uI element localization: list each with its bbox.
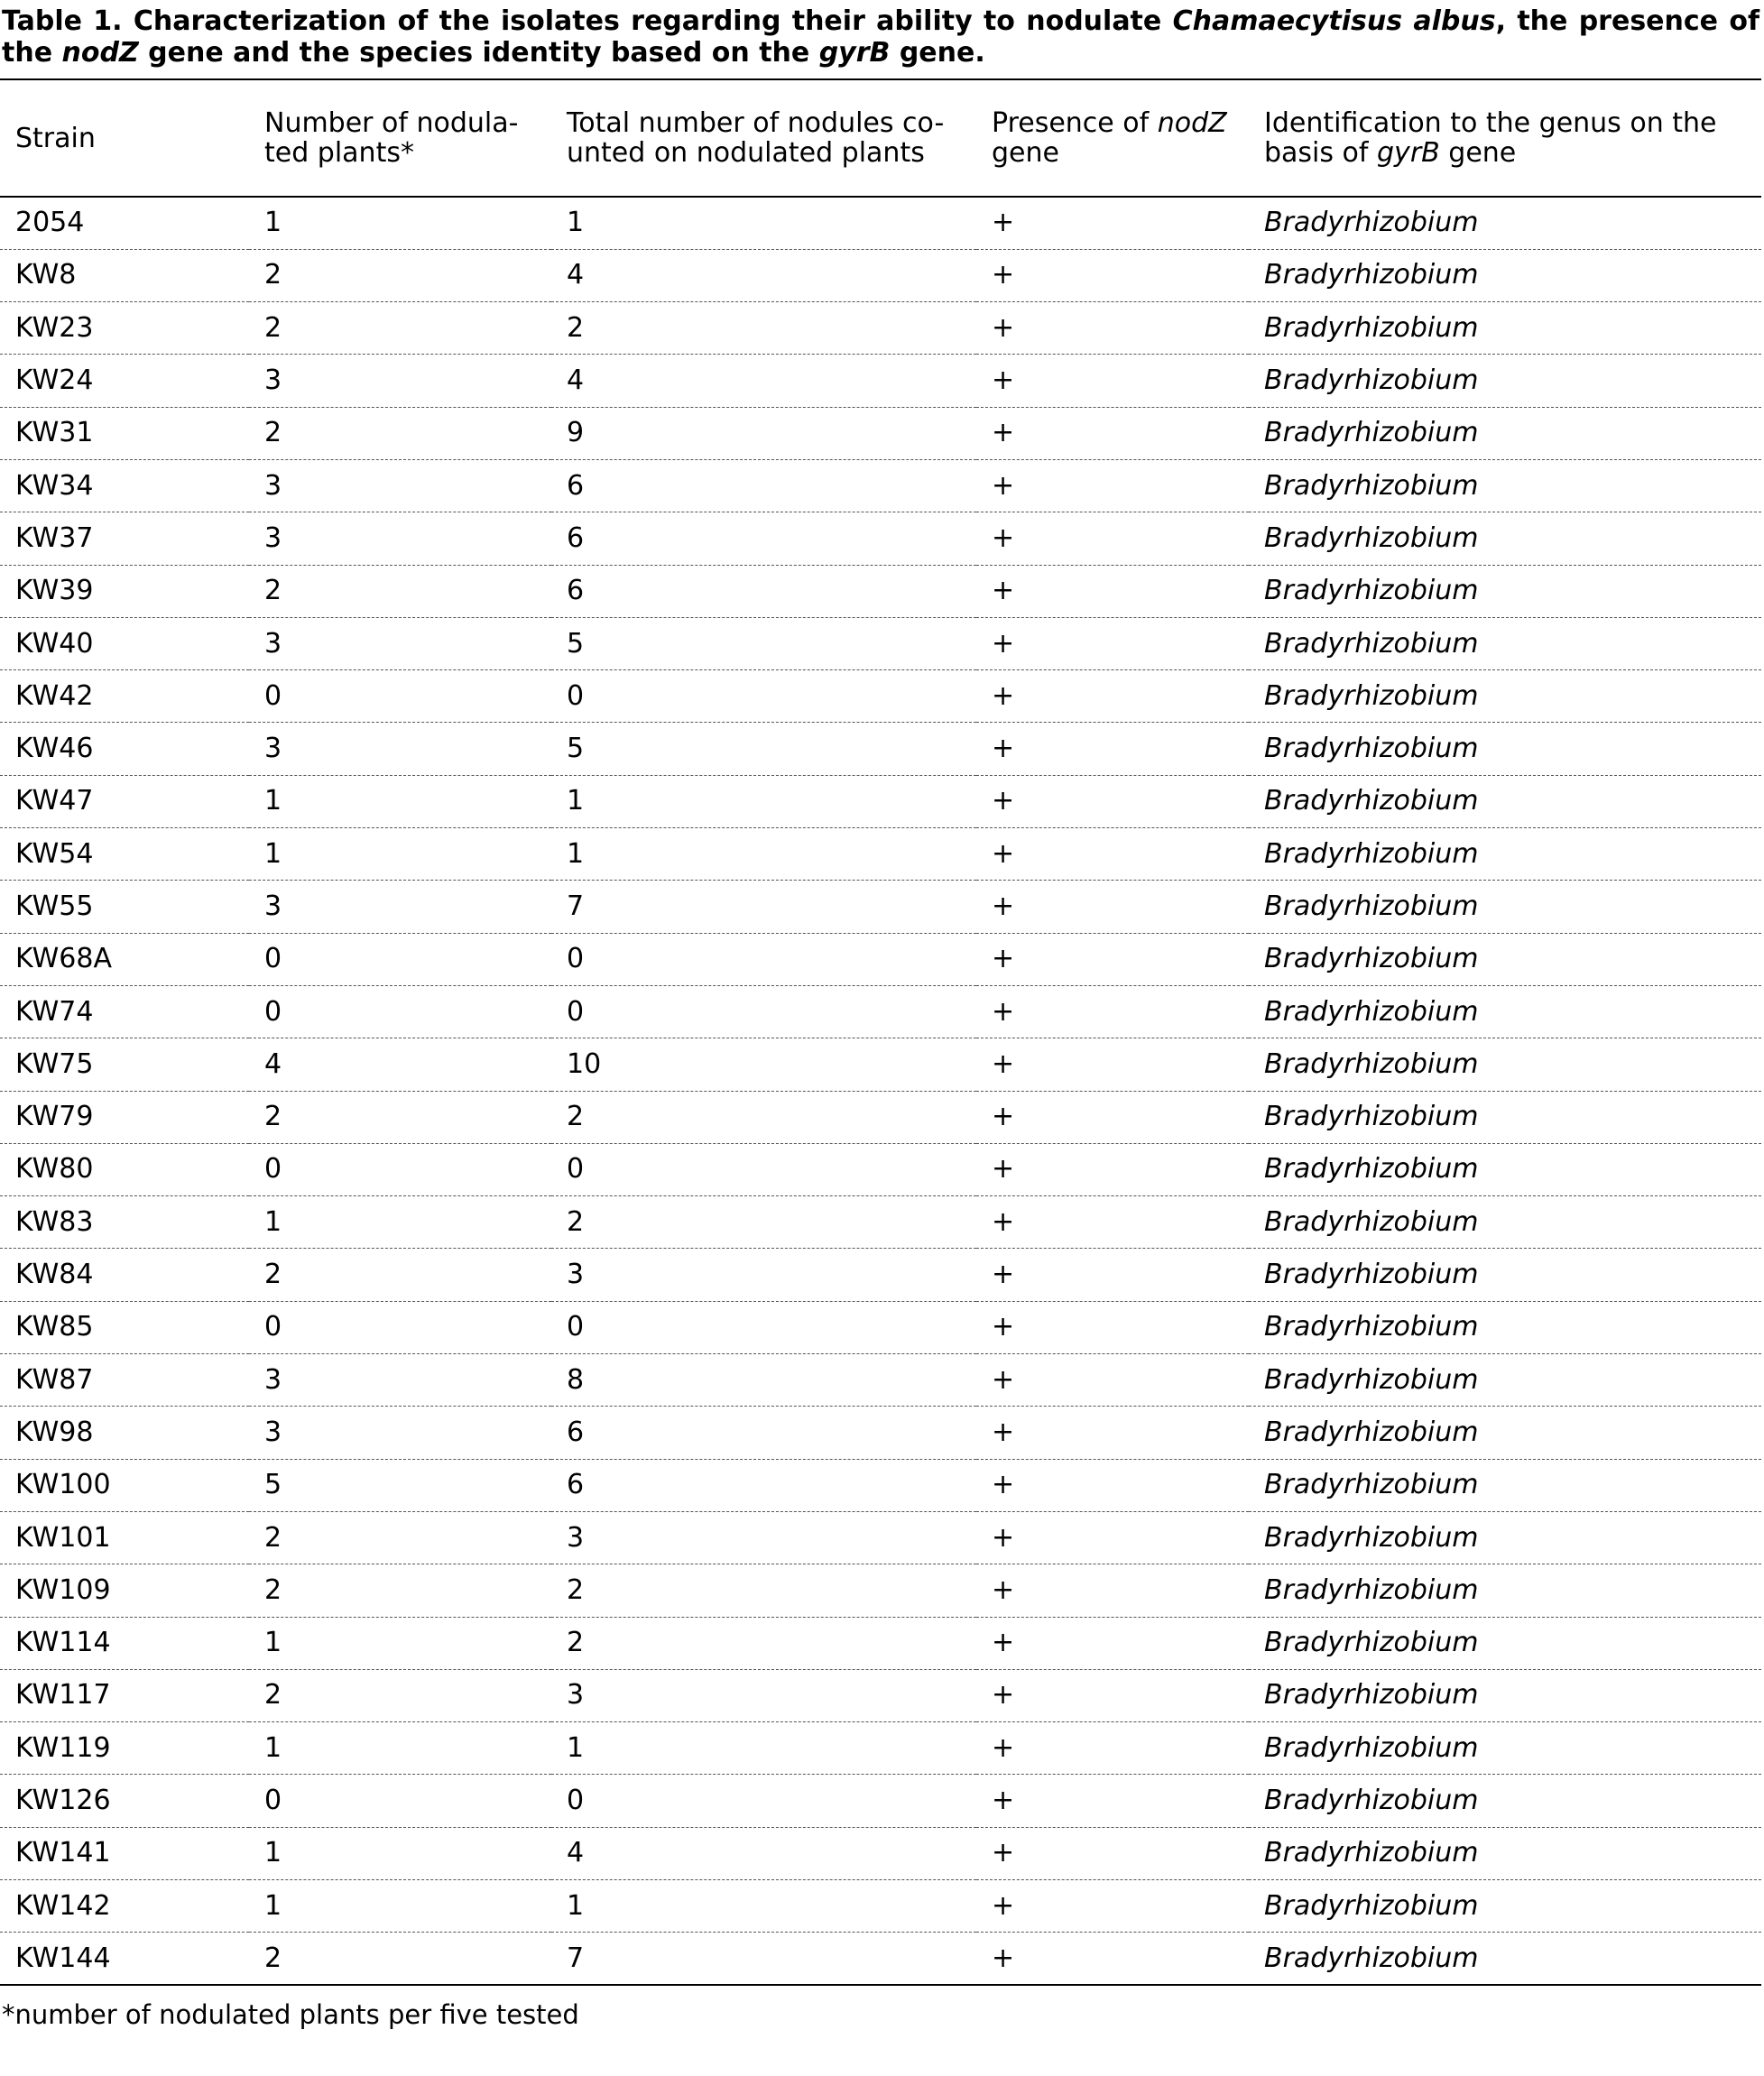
- cell-genus: Bradyrhizobium: [1249, 1880, 1761, 1933]
- table-row: [0, 249, 1761, 301]
- cell-total-nodules: 0: [551, 1301, 976, 1353]
- cell-genus: Bradyrhizobium: [1249, 1564, 1761, 1617]
- cell-genus: Bradyrhizobium: [1249, 1722, 1761, 1775]
- cell-strain: KW31: [0, 407, 249, 459]
- cell-strain: KW34: [0, 459, 249, 512]
- table-row: [0, 1196, 1761, 1249]
- table-row: [0, 1564, 1761, 1617]
- cell-nodulated-plants: 5: [249, 1459, 551, 1511]
- cell-total-nodules: 9: [551, 407, 976, 459]
- cell-strain: KW83: [0, 1196, 249, 1249]
- table-caption: [2, 5, 1759, 69]
- cell-nodulated-plants: 3: [249, 881, 551, 933]
- cell-genus: Bradyrhizobium: [1249, 459, 1761, 512]
- caption-text: gene.: [890, 37, 985, 69]
- cell-genus: Bradyrhizobium: [1249, 565, 1761, 617]
- table-row: [0, 1091, 1761, 1143]
- cell-strain: KW8: [0, 249, 249, 301]
- cell-genus: Bradyrhizobium: [1249, 670, 1761, 723]
- cell-strain: KW101: [0, 1511, 249, 1564]
- table-row: [0, 197, 1761, 249]
- cell-total-nodules: 2: [551, 1617, 976, 1669]
- cell-nodz-presence: +: [976, 1038, 1249, 1091]
- cell-strain: KW117: [0, 1669, 249, 1721]
- cell-total-nodules: 0: [551, 1143, 976, 1195]
- cell-strain: KW79: [0, 1091, 249, 1143]
- cell-genus: Bradyrhizobium: [1249, 512, 1761, 565]
- cell-genus: Bradyrhizobium: [1249, 1511, 1761, 1564]
- caption-species: Chamaecytisus albus: [1172, 5, 1496, 37]
- cell-total-nodules: 1: [551, 1722, 976, 1775]
- cell-total-nodules: 6: [551, 459, 976, 512]
- cell-nodz-presence: +: [976, 1564, 1249, 1617]
- cell-strain: KW39: [0, 565, 249, 617]
- cell-nodulated-plants: 1: [249, 828, 551, 881]
- cell-nodulated-plants: 1: [249, 197, 551, 249]
- cell-strain: KW55: [0, 881, 249, 933]
- cell-nodz-presence: +: [976, 1933, 1249, 1985]
- table-row: [0, 355, 1761, 407]
- cell-nodz-presence: +: [976, 1354, 1249, 1407]
- cell-nodz-presence: +: [976, 1249, 1249, 1301]
- header-nodz-presence: Presence of nodZ gene: [976, 79, 1249, 197]
- cell-nodulated-plants: 1: [249, 1196, 551, 1249]
- isolates-table: [0, 78, 1761, 1986]
- cell-strain: KW119: [0, 1722, 249, 1775]
- cell-nodz-presence: +: [976, 302, 1249, 355]
- cell-nodz-presence: +: [976, 775, 1249, 827]
- cell-nodulated-plants: 2: [249, 565, 551, 617]
- cell-nodz-presence: +: [976, 1775, 1249, 1827]
- cell-nodz-presence: +: [976, 197, 1249, 249]
- table-row: [0, 670, 1761, 723]
- cell-nodz-presence: +: [976, 617, 1249, 669]
- cell-nodz-presence: +: [976, 1880, 1249, 1933]
- table-row: [0, 1249, 1761, 1301]
- cell-strain: KW47: [0, 775, 249, 827]
- cell-genus: Bradyrhizobium: [1249, 1196, 1761, 1249]
- cell-genus: Bradyrhizobium: [1249, 1459, 1761, 1511]
- cell-strain: KW87: [0, 1354, 249, 1407]
- table-row: [0, 1459, 1761, 1511]
- cell-genus: Bradyrhizobium: [1249, 249, 1761, 301]
- table-row: [0, 1617, 1761, 1669]
- table-row: [0, 459, 1761, 512]
- cell-strain: KW74: [0, 985, 249, 1038]
- cell-strain: KW98: [0, 1407, 249, 1459]
- cell-total-nodules: 4: [551, 1827, 976, 1879]
- cell-nodz-presence: +: [976, 1827, 1249, 1879]
- cell-strain: KW126: [0, 1775, 249, 1827]
- header-identification: Identification to the genus on the basis of gyrB gene: [1249, 79, 1761, 197]
- cell-nodz-presence: +: [976, 1669, 1249, 1721]
- cell-total-nodules: 6: [551, 1407, 976, 1459]
- cell-strain: KW23: [0, 302, 249, 355]
- cell-total-nodules: 10: [551, 1038, 976, 1091]
- cell-nodulated-plants: 2: [249, 1933, 551, 1985]
- table-row: [0, 1669, 1761, 1721]
- cell-strain: KW42: [0, 670, 249, 723]
- table-row: [0, 1038, 1761, 1091]
- cell-nodz-presence: +: [976, 512, 1249, 565]
- table-row: [0, 407, 1761, 459]
- table-row: [0, 723, 1761, 775]
- cell-nodulated-plants: 2: [249, 302, 551, 355]
- cell-genus: Bradyrhizobium: [1249, 302, 1761, 355]
- cell-genus: Bradyrhizobium: [1249, 197, 1761, 249]
- caption-text: gene and the species identity based on the: [138, 37, 819, 69]
- cell-total-nodules: 2: [551, 1564, 976, 1617]
- cell-nodulated-plants: 0: [249, 1775, 551, 1827]
- cell-strain: KW142: [0, 1880, 249, 1933]
- caption-text: , the presence of the: [2, 5, 1759, 69]
- cell-nodz-presence: +: [976, 459, 1249, 512]
- cell-nodulated-plants: 2: [249, 1511, 551, 1564]
- cell-nodz-presence: +: [976, 565, 1249, 617]
- cell-nodz-presence: +: [976, 881, 1249, 933]
- cell-nodulated-plants: 1: [249, 775, 551, 827]
- cell-total-nodules: 6: [551, 512, 976, 565]
- cell-genus: Bradyrhizobium: [1249, 1143, 1761, 1195]
- table-footnote: *number of nodulated plants per five tested: [2, 1999, 579, 2030]
- cell-genus: Bradyrhizobium: [1249, 1669, 1761, 1721]
- cell-nodulated-plants: 3: [249, 1407, 551, 1459]
- cell-genus: Bradyrhizobium: [1249, 407, 1761, 459]
- cell-genus: Bradyrhizobium: [1249, 1249, 1761, 1301]
- cell-nodulated-plants: 3: [249, 512, 551, 565]
- cell-total-nodules: 0: [551, 985, 976, 1038]
- cell-nodulated-plants: 2: [249, 407, 551, 459]
- cell-strain: KW114: [0, 1617, 249, 1669]
- cell-nodulated-plants: 3: [249, 617, 551, 669]
- table-row: [0, 775, 1761, 827]
- table-row: [0, 1511, 1761, 1564]
- table-row: [0, 1301, 1761, 1353]
- cell-genus: Bradyrhizobium: [1249, 1354, 1761, 1407]
- cell-total-nodules: 3: [551, 1511, 976, 1564]
- cell-total-nodules: 2: [551, 302, 976, 355]
- cell-strain: 2054: [0, 197, 249, 249]
- cell-strain: KW141: [0, 1827, 249, 1879]
- cell-total-nodules: 0: [551, 933, 976, 985]
- cell-nodulated-plants: 0: [249, 985, 551, 1038]
- cell-total-nodules: 4: [551, 249, 976, 301]
- cell-nodz-presence: +: [976, 1511, 1249, 1564]
- table-row: [0, 1354, 1761, 1407]
- cell-total-nodules: 2: [551, 1196, 976, 1249]
- cell-genus: Bradyrhizobium: [1249, 828, 1761, 881]
- table-header-row: [0, 79, 1761, 197]
- cell-total-nodules: 2: [551, 1091, 976, 1143]
- cell-total-nodules: 1: [551, 828, 976, 881]
- cell-genus: Bradyrhizobium: [1249, 1091, 1761, 1143]
- cell-nodulated-plants: 4: [249, 1038, 551, 1091]
- table-row: [0, 985, 1761, 1038]
- cell-nodulated-plants: 0: [249, 1301, 551, 1353]
- cell-total-nodules: 1: [551, 1880, 976, 1933]
- caption-gene-gyrb: gyrB: [818, 37, 891, 69]
- cell-genus: Bradyrhizobium: [1249, 933, 1761, 985]
- cell-total-nodules: 0: [551, 670, 976, 723]
- cell-strain: KW40: [0, 617, 249, 669]
- table-body: [0, 197, 1761, 1985]
- cell-nodz-presence: +: [976, 1091, 1249, 1143]
- cell-nodulated-plants: 3: [249, 723, 551, 775]
- cell-strain: KW54: [0, 828, 249, 881]
- header-total-nodules: Total number of nodules co- unted on nodulated plants: [551, 79, 976, 197]
- cell-strain: KW85: [0, 1301, 249, 1353]
- cell-total-nodules: 5: [551, 617, 976, 669]
- cell-strain: KW100: [0, 1459, 249, 1511]
- cell-total-nodules: 1: [551, 775, 976, 827]
- cell-strain: KW75: [0, 1038, 249, 1091]
- cell-total-nodules: 1: [551, 197, 976, 249]
- table-row: [0, 565, 1761, 617]
- cell-nodz-presence: +: [976, 828, 1249, 881]
- table-row: [0, 1722, 1761, 1775]
- cell-genus: Bradyrhizobium: [1249, 1827, 1761, 1879]
- cell-nodz-presence: +: [976, 249, 1249, 301]
- table-row: [0, 1827, 1761, 1879]
- cell-nodulated-plants: 0: [249, 670, 551, 723]
- caption-gene-nodz: nodZ: [61, 37, 139, 69]
- cell-nodz-presence: +: [976, 1407, 1249, 1459]
- cell-nodz-presence: +: [976, 1301, 1249, 1353]
- cell-strain: KW37: [0, 512, 249, 565]
- cell-nodz-presence: +: [976, 407, 1249, 459]
- cell-total-nodules: 6: [551, 1459, 976, 1511]
- cell-nodz-presence: +: [976, 933, 1249, 985]
- cell-strain: KW24: [0, 355, 249, 407]
- cell-nodulated-plants: 1: [249, 1827, 551, 1879]
- cell-strain: KW68A: [0, 933, 249, 985]
- cell-genus: Bradyrhizobium: [1249, 881, 1761, 933]
- header-nodulated-plants: Number of nodula- ted plants*: [249, 79, 551, 197]
- cell-genus: Bradyrhizobium: [1249, 1407, 1761, 1459]
- table-row: [0, 1933, 1761, 1985]
- cell-genus: Bradyrhizobium: [1249, 1933, 1761, 1985]
- cell-total-nodules: 3: [551, 1249, 976, 1301]
- cell-genus: Bradyrhizobium: [1249, 1775, 1761, 1827]
- cell-genus: Bradyrhizobium: [1249, 355, 1761, 407]
- table-row: [0, 1407, 1761, 1459]
- table-row: [0, 302, 1761, 355]
- cell-nodz-presence: +: [976, 355, 1249, 407]
- cell-total-nodules: 4: [551, 355, 976, 407]
- cell-nodulated-plants: 2: [249, 1564, 551, 1617]
- table-row: [0, 1880, 1761, 1933]
- cell-genus: Bradyrhizobium: [1249, 1301, 1761, 1353]
- table-row: [0, 1775, 1761, 1827]
- cell-nodulated-plants: 2: [249, 1249, 551, 1301]
- cell-nodulated-plants: 1: [249, 1617, 551, 1669]
- cell-strain: KW109: [0, 1564, 249, 1617]
- cell-genus: Bradyrhizobium: [1249, 1038, 1761, 1091]
- cell-strain: KW144: [0, 1933, 249, 1985]
- table-row: [0, 1143, 1761, 1195]
- cell-total-nodules: 6: [551, 565, 976, 617]
- cell-strain: KW84: [0, 1249, 249, 1301]
- cell-strain: KW80: [0, 1143, 249, 1195]
- cell-nodz-presence: +: [976, 1722, 1249, 1775]
- header-strain: Strain: [0, 79, 249, 197]
- table-row: [0, 828, 1761, 881]
- cell-total-nodules: 3: [551, 1669, 976, 1721]
- cell-nodz-presence: +: [976, 1459, 1249, 1511]
- cell-genus: Bradyrhizobium: [1249, 985, 1761, 1038]
- cell-nodulated-plants: 3: [249, 459, 551, 512]
- cell-total-nodules: 7: [551, 881, 976, 933]
- cell-nodz-presence: +: [976, 985, 1249, 1038]
- cell-nodz-presence: +: [976, 1196, 1249, 1249]
- cell-strain: KW46: [0, 723, 249, 775]
- cell-genus: Bradyrhizobium: [1249, 1617, 1761, 1669]
- table-row: [0, 617, 1761, 669]
- cell-nodz-presence: +: [976, 1617, 1249, 1669]
- cell-total-nodules: 0: [551, 1775, 976, 1827]
- cell-nodz-presence: +: [976, 1143, 1249, 1195]
- cell-genus: Bradyrhizobium: [1249, 723, 1761, 775]
- cell-total-nodules: 8: [551, 1354, 976, 1407]
- table-row: [0, 933, 1761, 985]
- cell-nodulated-plants: 0: [249, 1143, 551, 1195]
- cell-nodz-presence: +: [976, 670, 1249, 723]
- cell-nodulated-plants: 2: [249, 249, 551, 301]
- cell-total-nodules: 7: [551, 1933, 976, 1985]
- cell-nodz-presence: +: [976, 723, 1249, 775]
- cell-nodulated-plants: 2: [249, 1669, 551, 1721]
- cell-genus: Bradyrhizobium: [1249, 775, 1761, 827]
- cell-nodulated-plants: 0: [249, 933, 551, 985]
- cell-nodulated-plants: 1: [249, 1722, 551, 1775]
- table-row: [0, 512, 1761, 565]
- cell-nodulated-plants: 3: [249, 355, 551, 407]
- cell-nodulated-plants: 2: [249, 1091, 551, 1143]
- table-row: [0, 881, 1761, 933]
- cell-nodulated-plants: 3: [249, 1354, 551, 1407]
- cell-nodulated-plants: 1: [249, 1880, 551, 1933]
- caption-text: Table 1. Characterization of the isolates regarding their ability to nodulate: [2, 5, 1173, 37]
- cell-genus: Bradyrhizobium: [1249, 617, 1761, 669]
- cell-total-nodules: 5: [551, 723, 976, 775]
